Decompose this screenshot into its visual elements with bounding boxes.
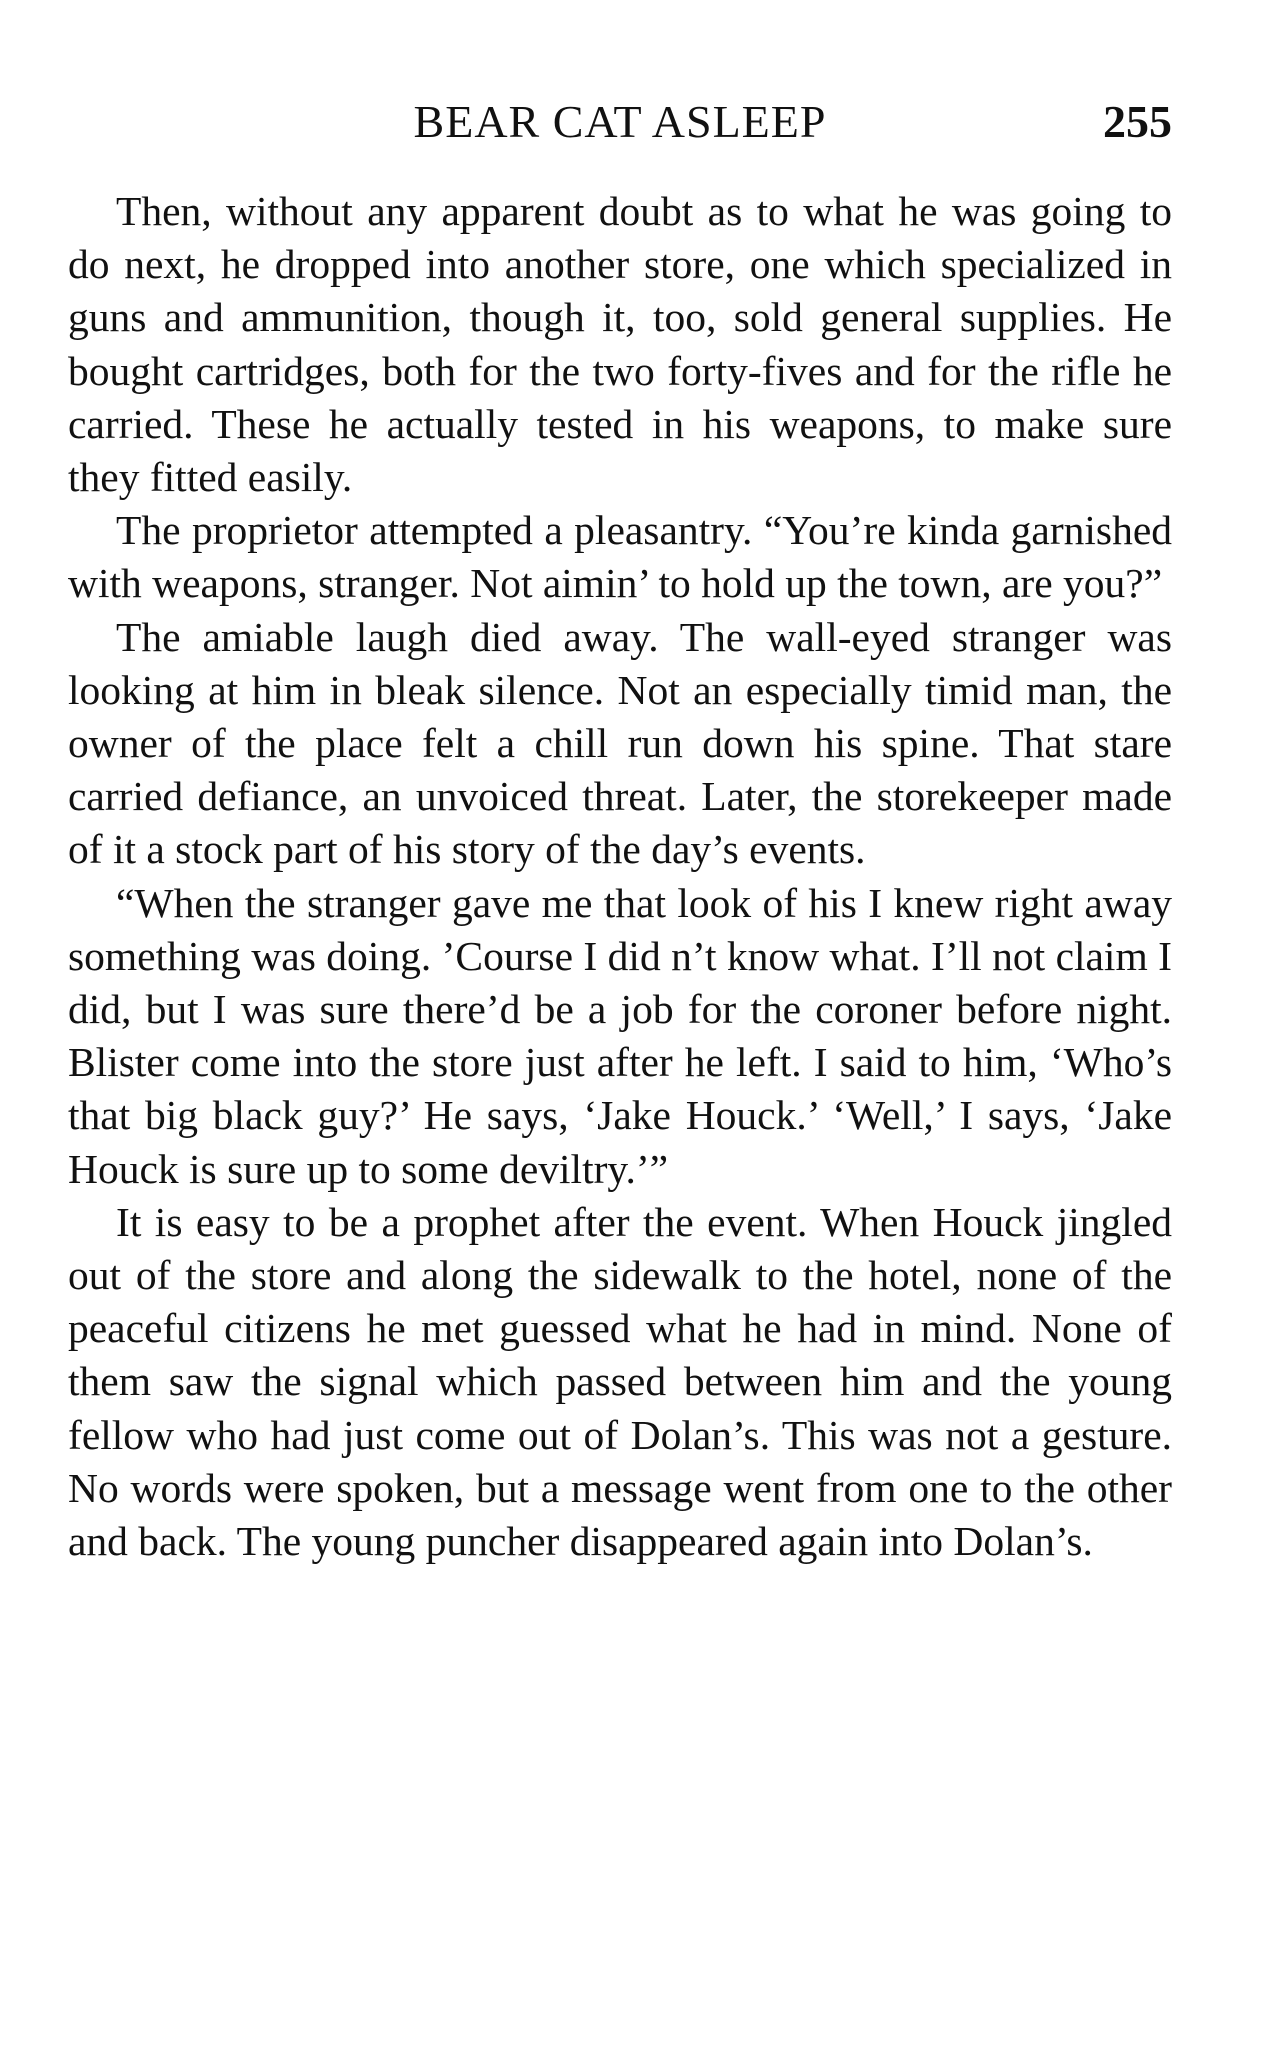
paragraph-3: The amiable laugh died away. The wall-eyed stranger was looking at him in bleak silence. Not an especially timid man, the owner of the place felt a chill run down his spine. That stare carried defiance, an unvoiced threat. Later, the storekeeper made of it a stock part of his story of the day’s events. [68,613,1172,873]
running-head [68,92,1172,152]
page-number: 255 [1103,96,1172,147]
paragraph-2: The proprietor attempted a pleasantry. “You’re kinda garnished with weapons, stranger. Not aimin’ to hold up the town, are you?” [68,507,1172,607]
body-text [68,185,1172,1568]
paragraph-1: Then, without any apparent doubt as to what he was going to do next, he dropped into another store, one which specialized in guns and ammunition, though it, too, sold general supplies. He bought cartridges, both for the two forty-fives and for the rifle he carried. These he actually tested in his weapons, to make sure they fitted easily. [68,188,1172,501]
running-title: BEAR CAT ASLEEP [413,96,827,147]
paragraph-5: It is easy to be a prophet after the event. When Houck jingled out of the store and along the sidewalk to the hotel, none of the peaceful citizens he met guessed what he had in mind. None of them saw the signal which passed between him and the young fellow who had just come out of Dolan’s. This was not a gesture. No words were spoken, but a message went from one to the other and back. The young puncher disappeared again into Dolan’s. [68,1198,1172,1565]
paragraph-4: “When the stranger gave me that look of his I knew right away something was doing. ’Course I did n’t know what. I’ll not claim I did, but I was sure there’d be a job for the coroner before night. Blister come into the store just after he left. I said to him, ‘Who’s that big black guy?’ He says, ‘Jake Houck.’ ‘Well,’ I says, ‘Jake Houck is sure up to some deviltry.’” [68,879,1172,1192]
